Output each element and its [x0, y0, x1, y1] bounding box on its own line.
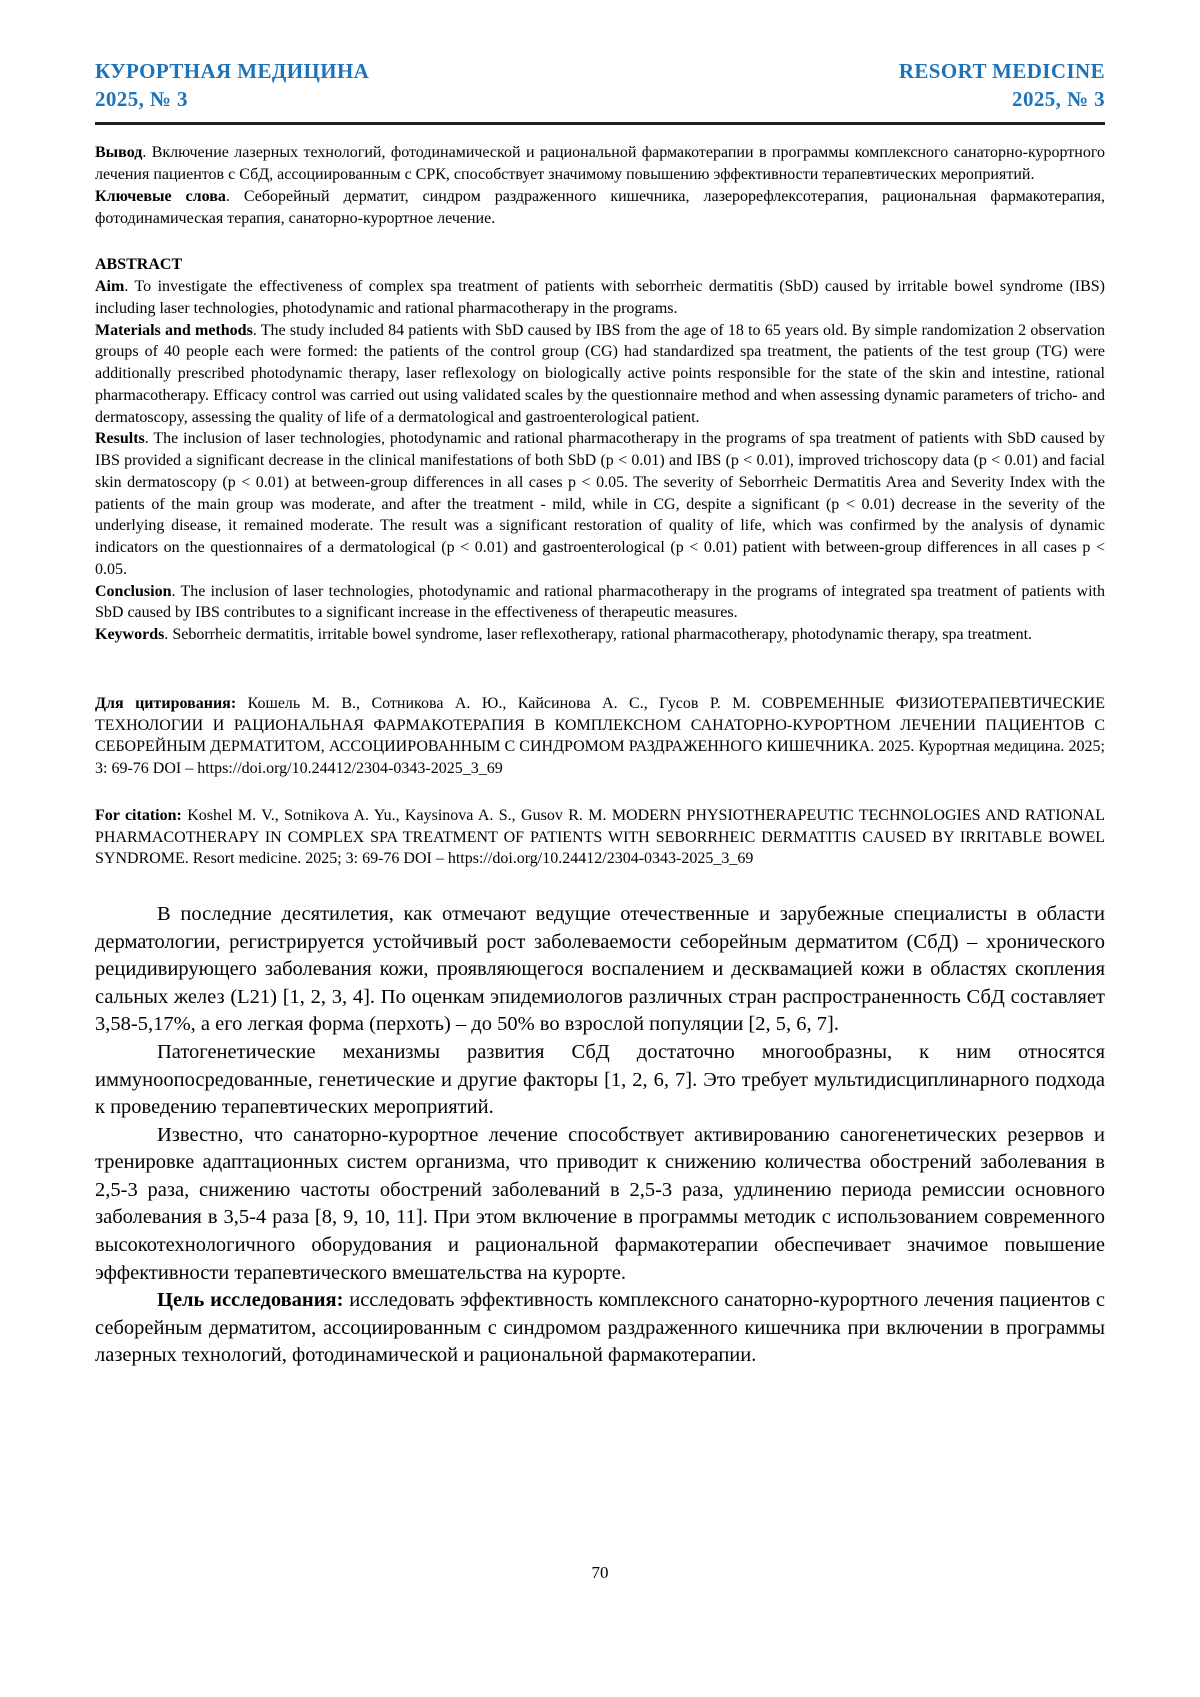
keywords-text: . Seborrheic dermatitis, irritable bowel syndrome, laser reflexotherapy, rational pharmacotherapy, photodynamic therapy, spa treatment.	[164, 626, 1033, 644]
journal-issue-ru: 2025, № 3	[95, 86, 188, 111]
aim-text: . To investigate the effectiveness of complex spa treatment of patients with seborrheic dermatitis (SbD) caused by irritable bowel syndrome (IBS) including laser technologies, photodynamic and rational pharmacotherapy in the programs.	[95, 278, 1105, 317]
abstract-ru-block	[95, 142, 1105, 229]
intro-paragraph-2	[95, 1039, 1105, 1122]
journal-header-right	[899, 58, 1105, 113]
aim-section	[95, 276, 1105, 320]
materials-section	[95, 320, 1105, 429]
conclusion-text: . The inclusion of laser technologies, photodynamic and rational pharmacotherapy in the programs of integrated spa treatment of patients with SbD caused by IBS contributes to a significant increase in the effectiveness of therapeutic measures.	[95, 582, 1105, 622]
citation-ru	[95, 693, 1105, 780]
materials-label: Materials and methods	[95, 321, 253, 339]
keywords-ru-paragraph	[95, 186, 1105, 230]
abstract-en-block	[95, 254, 1105, 646]
intro-paragraph-1	[95, 901, 1105, 1039]
keywords-section	[95, 624, 1105, 646]
article-body	[95, 901, 1105, 1370]
intro-paragraph-3	[95, 1122, 1105, 1287]
keywords-label: Keywords	[95, 626, 165, 644]
keywords-ru-text: . Себорейный дерматит, синдром раздраженного кишечника, лазерорефлексотерапия, рациональная фармакотерапия, фотодинамическая терапия, санаторно-курортное лечение.	[95, 187, 1105, 227]
abstract-heading: ABSTRACT	[95, 256, 183, 274]
journal-title-en: RESORT MEDICINE	[898, 59, 1105, 83]
aim-label: Aim	[95, 278, 125, 296]
results-text: . The inclusion of laser technologies, photodynamic and rational pharmacotherapy in the programs of spa treatment of patients with SbD caused by IBS provided a significant decrease in the clinical manifestations of both SbD (p < 0.01) and IBS (p < 0.01), improved trichoscopy data (p < 0.01) and facial skin dermatoscopy (p < 0.01) at between-group differences in all cases p < 0.05. The severity of Seborrheic Dermatitis Area and Severity Index with the patients of the main group was moderate, and after the treatment - mild, while in CG, despite a significant (p < 0.01) decrease in the severity of the underlying disease, it remained moderate. The result was a significant restoration of quality of life, which was confirmed by the analysis of dynamic indicators on the questionnaires of a dermatological (p < 0.01) and gastroenterological (p < 0.01) patient with between-group differences in all cases p < 0.05.	[95, 430, 1105, 578]
conclusion-ru-text: . Включение лазерных технологий, фотодинамической и рациональной фармакотерапии в программы комплексного санаторно-курортного лечения пациентов с СбД, ассоциированным с СРК, способствует значимому повышению эффективности терапевтических мероприятий.	[95, 144, 1105, 184]
intro-paragraph-2-text: Патогенетические механизмы развития СбД достаточно многообразны, к ним относятся иммуноопосредованные, генетические и другие факторы [1, 2, 6, 7]. Это требует мультидисциплинарного подхода к проведению терапевтических мероприятий.	[95, 1041, 1105, 1119]
conclusion-label: Conclusion	[95, 582, 172, 600]
citation-ru-label: Для цитирования:	[95, 694, 237, 712]
study-goal-text: исследовать эффективность комплексного санаторно-курортного лечения пациентов с себорейным дерматитом, ассоциированным с синдромом раздраженного кишечника при включении в программы лазерных технологий, фотодинамической и рациональной фармакотерапии.	[95, 1289, 1105, 1367]
journal-header-left	[95, 58, 369, 113]
journal-title-ru: КУРОРТНАЯ МЕДИЦИНА	[95, 59, 370, 83]
citation-en-text: Koshel M. V., Sotnikova A. Yu., Kaysinova A. S., Gusov R. M. MODERN PHYSIOTHERAPEUTIC TECHNOLOGIES AND RATIONAL PHARMACOTHERAPY IN COMPLEX SPA TREATMENT OF PATIENTS WITH SEBORRHEIC DERMATITIS CAUSED BY IRRITABLE BOWEL SYNDROME. Resort medicine. 2025; 3: 69-76 DOI – https://doi.org/10.24412/2304-0343-2025_3_69	[95, 806, 1106, 868]
citation-en	[95, 805, 1105, 870]
intro-paragraph-1-text: В последние десятилетия, как отмечают ведущие отечественные и зарубежные специалисты в области дерматологии, регистрируется устойчивый рост заболеваемости себорейным дерматитом (СбД) – хронического рецидивирующего заболевания кожи, проявляющегося воспалением и десквамацией кожи в областях скопления сальных желез (L21) [1, 2, 3, 4]. По оценкам эпидемиологов различных стран распространенность СбД составляет 3,58-5,17%, а его легкая форма (перхоть) – до 50% во взрослой популяции [2, 5, 6, 7].	[95, 903, 1105, 1036]
citation-ru-text: Кошель М. В., Сотникова А. Ю., Кайсинова А. С., Гусов Р. М. СОВРЕМЕННЫЕ ФИЗИОТЕРАПЕВТИЧЕСКИЕ ТЕХНОЛОГИИ И РАЦИОНАЛЬНАЯ ФАРМАКОТЕРАПИЯ В КОМПЛЕКСНОМ САНАТОРНО-КУРОРТНОМ ЛЕЧЕНИИ ПАЦИЕНТОВ С СЕБОРЕЙНЫМ ДЕРМАТИТОМ, АССОЦИИРОВАННЫМ С СИНДРОМОМ РАЗДРАЖЕННОГО КИШЕЧНИКА. 2025. Курортная медицина. 2025; 3: 69-76 DOI – https://doi.org/10.24412/2304-0343-2025_3_69	[95, 694, 1106, 778]
results-label: Results	[95, 430, 145, 448]
results-section	[95, 428, 1105, 580]
page-number: 70	[591, 1563, 609, 1582]
materials-text: . The study included 84 patients with SbD caused by IBS from the age of 18 to 65 years old. By simple randomization 2 observation groups of 40 people each were formed: the patients of the control group (CG) had standardized spa treatment, the patients of the test group (TG) were additionally prescribed photodynamic therapy, laser reflexology on biologically active points responsible for the state of the skin and intestine, rational pharmacotherapy. Efficacy control was carried out using validated scales by the questionnaire method and when assessing dynamic parameters of tricho- and dermatoscopy, assessing the quality of life of a dermatological and gastroenterological patient.	[95, 321, 1106, 426]
conclusion-section	[95, 581, 1105, 625]
journal-issue-en: 2025, № 3	[1012, 86, 1105, 111]
conclusion-ru-paragraph	[95, 142, 1105, 186]
journal-header	[95, 58, 1105, 125]
citation-en-label: For citation:	[95, 806, 182, 824]
intro-paragraph-3-text: Известно, что санаторно-курортное лечение способствует активированию саногенетических резервов и тренировке адаптационных систем организма, что приводит к снижению количества обострений заболевания в 2,5-3 раза, снижению частоты обострений заболеваний в 2,5-3 раза, удлинению периода ремиссии основного заболевания в 3,5-4 раза [8, 9, 10, 11]. При этом включение в программы методик с использованием современного высокотехнологичного оборудования и рациональной фармакотерапии обеспечивает значимое повышение эффективности терапевтического вмешательства на курорте.	[95, 1123, 1105, 1284]
study-goal-paragraph	[95, 1287, 1105, 1370]
keywords-ru-label: Ключевые слова	[95, 187, 226, 205]
study-goal-label: Цель исследования:	[157, 1289, 344, 1312]
conclusion-ru-label: Вывод	[95, 144, 143, 162]
